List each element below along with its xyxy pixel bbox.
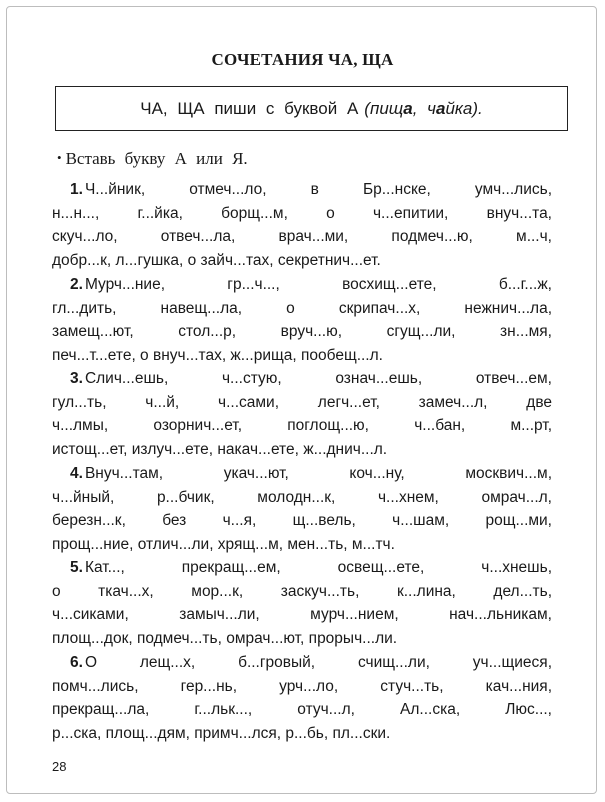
exercise-2 [52, 273, 552, 367]
exercise-line [52, 462, 552, 486]
exercise-line [52, 722, 552, 746]
exercise-text: ч...лмы, озорнич...ет, поглощ...ю, ч...бан, м...рт, [52, 417, 552, 435]
exercise-line [52, 556, 552, 580]
exercise-number: 5. [70, 559, 83, 576]
page-number: 28 [52, 759, 67, 774]
exercise-text: скуч...ло, отвеч...ла, врач...ми, подмеч...ю, м...ч, [52, 228, 552, 246]
exercise-line [52, 367, 552, 391]
exercise-text: добр...к, л...гушка, о зайч...тах, секретнич...ет. [52, 251, 381, 269]
exercise-line [52, 509, 552, 533]
exercise-line [52, 320, 552, 344]
exercise-text: печ...т...ете, о внуч...тах, ж...рища, пообещ...л. [52, 346, 383, 364]
exercise-line [52, 178, 552, 202]
exercise-line [52, 273, 552, 297]
instruction [57, 149, 248, 169]
exercise-text: гул...ть, ч...й, ч...сами, легч...ет, замеч...л, две [52, 393, 552, 411]
exercise-line [52, 603, 552, 627]
exercise-line [52, 225, 552, 249]
exercise-text: площ...док, подмеч...ть, омрач...ют, прорыч...ли. [52, 629, 398, 647]
instruction-text: Вставь букву А или Я. [65, 149, 248, 168]
page-title: СОЧЕТАНИЯ ЧА, ЩА [211, 50, 394, 69]
exercise-number: 1. [70, 181, 83, 198]
exercise-line [52, 486, 552, 510]
exercise-text: О лещ...х, б...гровый, счищ...ли, уч...щиеся, [84, 654, 552, 671]
exercise-text: ч...йный, р...бчик, молодн...к, ч...хнем, омрач...л, [52, 488, 552, 506]
exercise-line [52, 438, 552, 462]
exercise-text: Внуч...там, укач...ют, коч...ну, москвич...м, [84, 465, 552, 482]
exercise-number: 6. [70, 654, 83, 671]
exercise-text: Слич...ешь, ч...стую, означ...ешь, отвеч...ем, [84, 370, 552, 387]
exercise-text: р...ска, площ...дям, примч...лся, р...бь, пл...ски. [52, 724, 391, 742]
exercise-4 [52, 462, 552, 556]
exercise-6 [52, 651, 552, 745]
exercise-number: 2. [70, 276, 83, 293]
exercise-5 [52, 556, 552, 650]
exercise-line [52, 297, 552, 321]
exercise-line [52, 249, 552, 273]
exercise-1 [52, 178, 552, 272]
exercise-3 [52, 367, 552, 461]
rule-box [55, 86, 568, 131]
exercise-line [52, 651, 552, 675]
exercise-text: гл...дить, навещ...ла, о скрипач...х, нежнич...ла, [52, 299, 552, 317]
exercise-number: 4. [70, 465, 83, 482]
exercise-line [52, 580, 552, 604]
exercise-text: помч...лись, гер...нь, урч...ло, стуч...ть, кач...ния, [52, 677, 552, 695]
exercise-line [52, 533, 552, 557]
exercise-text: о ткач...х, мор...к, заскуч...ть, к...лина, дел...ть, [52, 582, 552, 600]
exercise-text: Кат..., прекращ...ем, освещ...ете, ч...хнешь, [84, 559, 552, 576]
exercise-text: истощ...ет, излуч...ете, накач...ете, ж...днич...л. [52, 440, 388, 458]
exercise-line [52, 414, 552, 438]
exercise-text: ч...сиками, замыч...ли, мурч...нием, нач...льникам, [52, 606, 552, 624]
rule-text: ЧА, ЩА пиши с буквой А [140, 98, 359, 118]
bullet-icon: • [57, 150, 62, 165]
exercise-line [52, 627, 552, 651]
exercise-line [52, 675, 552, 699]
exercise-text: прощ...ние, отлич...ли, хрящ...м, мен...ть, м...тч. [52, 535, 395, 553]
rule-example: (пища, чайка). [364, 98, 483, 118]
exercise-text: прекращ...ла, г...льк..., отуч...л, Ал...ска, Люс..., [52, 701, 552, 719]
exercise-number: 3. [70, 370, 83, 387]
exercise-text: замещ...ют, стол...р, вруч...ю, сгущ...ли, зн...мя, [52, 323, 552, 341]
exercise-line [52, 202, 552, 226]
exercise-line [52, 698, 552, 722]
exercise-line [52, 344, 552, 368]
exercise-text: Мурч...ние, гр...ч..., восхищ...ете, б...г...ж, [84, 276, 552, 293]
exercise-text: Ч...йник, отмеч...ло, в Бр...нске, умч...лись, [84, 181, 552, 198]
exercise-text: березн...к, без ч...я, щ...вель, ч...шам, рощ...ми, [52, 512, 552, 530]
exercise-text: н...н..., г...йка, борщ...м, о ч...епитии, внуч...та, [52, 204, 552, 222]
exercise-line [52, 391, 552, 415]
